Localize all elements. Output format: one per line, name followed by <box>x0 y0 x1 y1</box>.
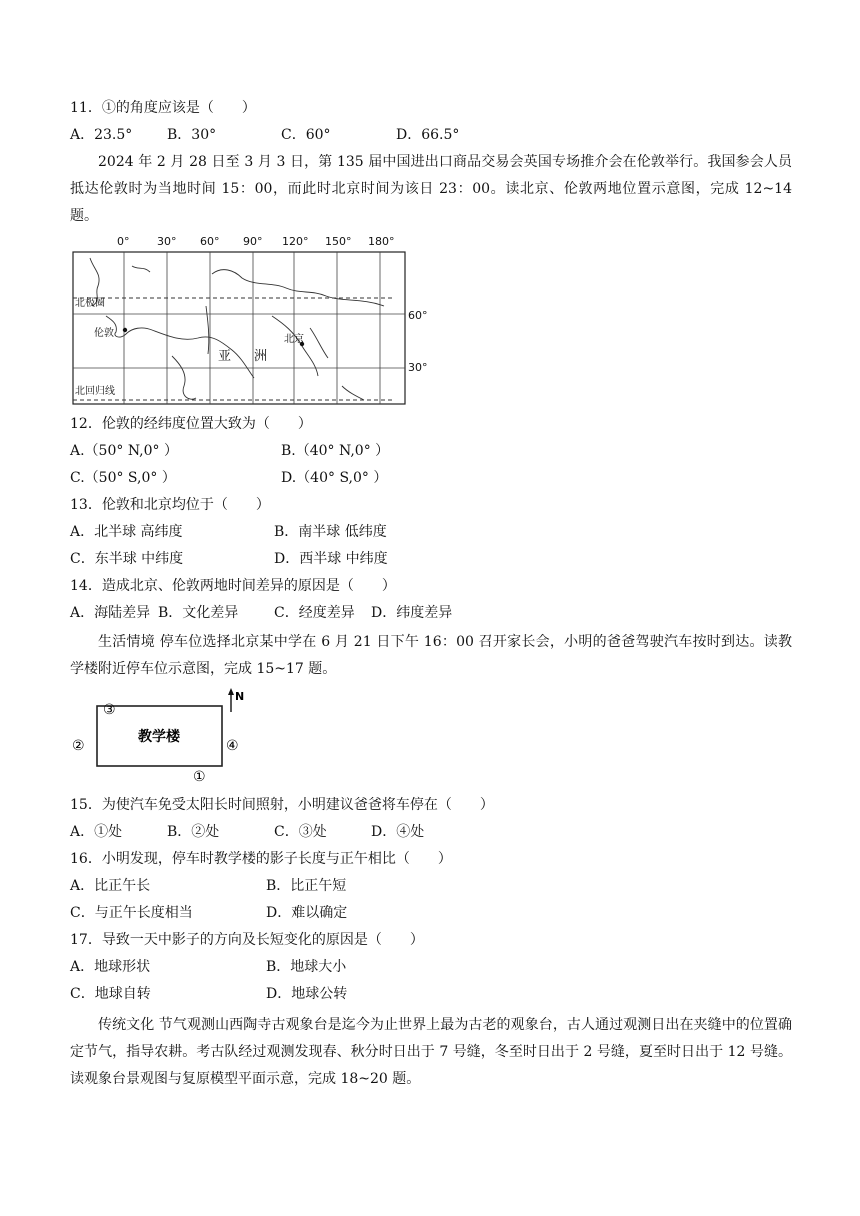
map-lon-90: 90° <box>243 235 263 248</box>
passage-london-beijing: 2024 年 2 月 28 日至 3 月 3 日，第 135 届中国进出口商品交易会英国专场推介会在伦敦举行。我国参会人员抵达伦敦时为当地时间 15：00，而此时北京时间为该日 23：00。读北京、伦敦两地位置示意图，完成 12~14 题。 <box>70 154 792 224</box>
q17-option-c: C．地球自转 <box>70 986 151 1002</box>
q12-option-d: D.（40° S,0° ） <box>281 470 388 486</box>
q14-option-c: C．经度差异 <box>274 605 355 621</box>
q12-option-a: A.（50° N,0° ） <box>70 443 178 459</box>
map-lat-30: 30° <box>408 361 428 374</box>
q14-option-a: A．海陆差异 <box>70 605 151 621</box>
building-name: 教学楼 <box>138 729 180 745</box>
q13-option-d: D．西半球 中纬度 <box>274 551 388 567</box>
q16-option-d: D．难以确定 <box>266 905 348 921</box>
q15-option-a: A．①处 <box>70 824 123 840</box>
building-diagram <box>70 688 270 788</box>
map-lon-180: 180° <box>368 235 395 248</box>
q17-option-d: D．地球公转 <box>266 986 348 1002</box>
q17-option-b: B．地球大小 <box>266 959 347 975</box>
q13-stem: 13．伦敦和北京均位于（ ） <box>70 497 270 513</box>
map-label-london: 伦敦 <box>94 328 114 339</box>
map-lon-120: 120° <box>282 235 309 248</box>
map-lat-60: 60° <box>408 309 428 322</box>
q11-option-a: A．23.5° <box>70 127 133 143</box>
passage-observatory: 传统文化 节气观测山西陶寺古观象台是迄今为止世界上最为古老的观象台，古人通过观测日出在夹缝中的位置确定节气，指导农耕。考古队经过观测发现春、秋分时日出于 7 号缝，冬至时日出于 2 号缝，夏至时日出于 12 号缝。读观象台景观图与复原模型平面示意，完成 18~20 题。 <box>70 1017 792 1087</box>
q13-option-a: A．北半球 高纬度 <box>70 524 183 540</box>
q12-option-c: C.（50° S,0° ） <box>70 470 176 486</box>
q12-stem: 12．伦敦的经纬度位置大致为（ ） <box>70 416 312 432</box>
q16-option-a: A．比正午长 <box>70 878 151 894</box>
map-label-asia-1: 亚 <box>218 349 232 364</box>
q14-stem: 14．造成北京、伦敦两地时间差异的原因是（ ） <box>70 578 396 594</box>
north-label: N <box>235 690 245 703</box>
q11-stem: 11．①的角度应该是（ ） <box>70 100 256 116</box>
q16-option-b: B．比正午短 <box>266 878 347 894</box>
marker-2: ② <box>72 738 85 754</box>
map-lon-0: 0° <box>117 235 130 248</box>
q15-option-c: C．③处 <box>274 824 327 840</box>
map-label-asia-2: 洲 <box>254 349 268 364</box>
q11-option-c: C．60° <box>281 127 331 143</box>
q17-stem: 17．导致一天中影子的方向及长短变化的原因是（ ） <box>70 932 424 948</box>
map-lon-60: 60° <box>200 235 220 248</box>
map-label-beijing: 北京 <box>284 334 304 345</box>
q11-option-b: B．30° <box>167 127 217 143</box>
map-label-tropic: 北回归线 <box>75 386 115 397</box>
map-lon-150: 150° <box>325 235 352 248</box>
q15-option-d: D．④处 <box>371 824 425 840</box>
marker-1: ① <box>193 769 206 785</box>
q12-option-b: B.（40° N,0° ） <box>281 443 390 459</box>
q15-stem: 15．为使汽车免受太阳长时间照射，小明建议爸爸将车停在（ ） <box>70 797 494 813</box>
q11-option-d: D．66.5° <box>396 127 460 143</box>
marker-4: ④ <box>226 738 239 754</box>
q16-option-c: C．与正午长度相当 <box>70 905 193 921</box>
q13-option-b: B．南半球 低纬度 <box>274 524 387 540</box>
q13-option-c: C．东半球 中纬度 <box>70 551 184 567</box>
q14-option-d: D．纬度差异 <box>371 605 453 621</box>
map-lon-30: 30° <box>157 235 177 248</box>
passage-parking: 生活情境 停车位选择北京某中学在 6 月 21 日下午 16：00 召开家长会，小明的爸爸驾驶汽车按时到达。读教学楼附近停车位示意图，完成 15~17 题。 <box>70 634 792 677</box>
marker-3: ③ <box>103 702 116 718</box>
london-beijing-map <box>72 246 406 406</box>
map-label-arctic-circle: 北极圈 <box>75 298 105 309</box>
q17-option-a: A．地球形状 <box>70 959 151 975</box>
q15-option-b: B．②处 <box>167 824 220 840</box>
q16-stem: 16．小明发现，停车时教学楼的影子长度与正午相比（ ） <box>70 851 452 867</box>
q14-option-b: B．文化差异 <box>158 605 239 621</box>
